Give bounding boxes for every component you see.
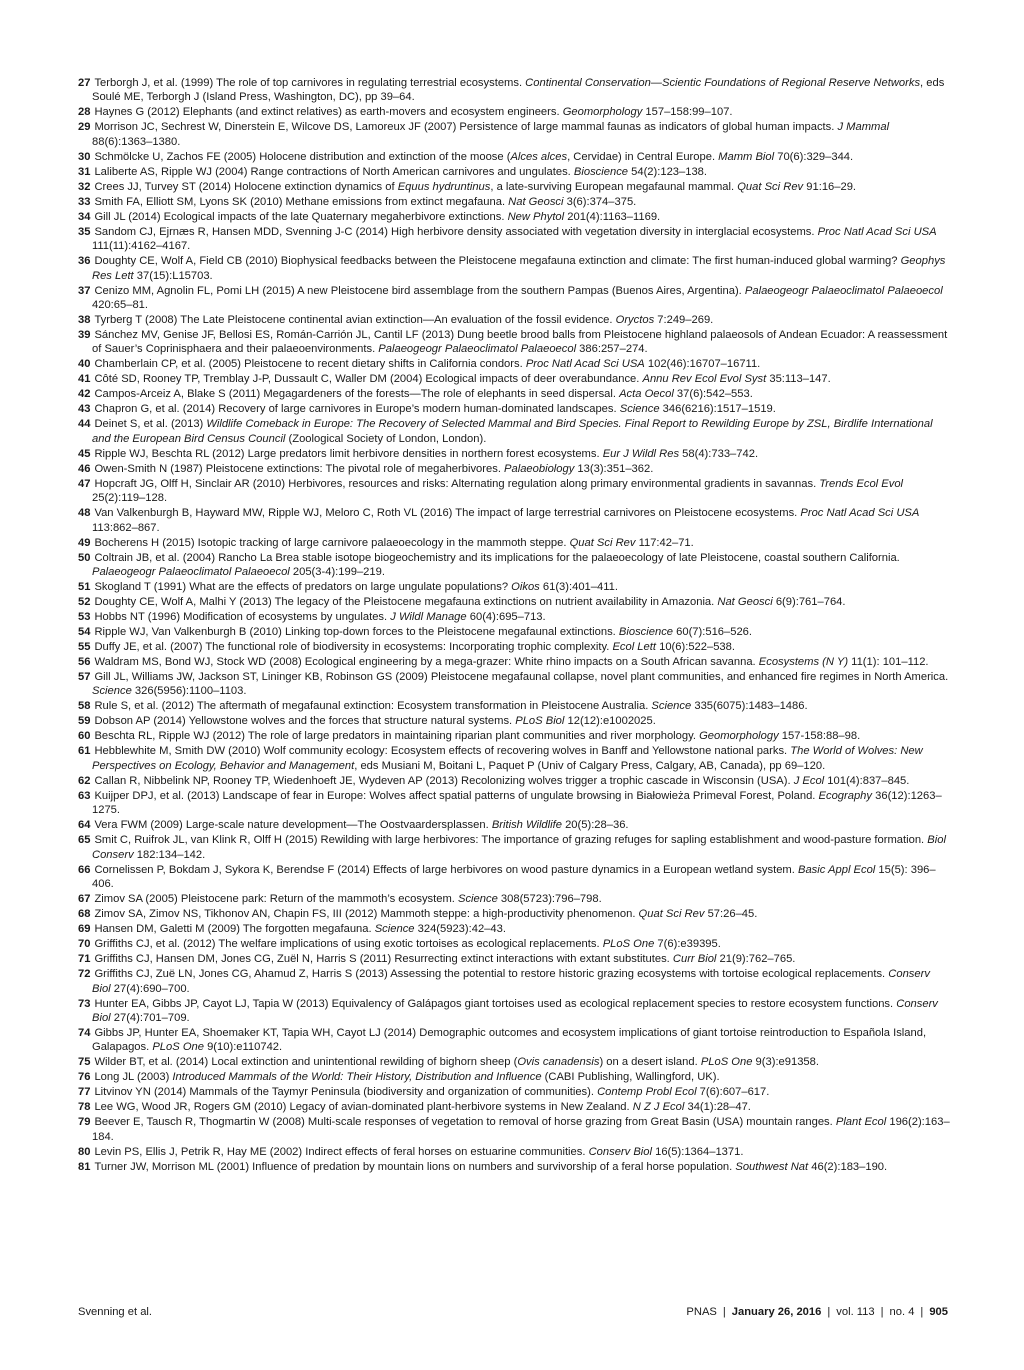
reference-number: 67 bbox=[78, 893, 91, 906]
reference-italic-text: Geomorphology bbox=[562, 106, 643, 119]
reference-text: 157-158:88–98. bbox=[778, 730, 861, 743]
reference-italic-text: Trends Ecol Evol bbox=[819, 477, 904, 490]
reference-item bbox=[78, 952, 950, 966]
reference-text: Vera FWM (2009) Large-scale nature development—The Oostvaardersplassen. bbox=[94, 819, 492, 832]
reference-number: 63 bbox=[78, 789, 91, 802]
reference-italic-text: Wildlife Comeback in Europe: The Recovery of Selected Mammal and Bird Species. Final Report to Rewilding Europe by ZSL, Birdlife International and the European Bird Census Council bbox=[92, 418, 933, 445]
reference-text: Beschta RL, Ripple WJ (2012) The role of large predators in maintaining riparian plant communities and river morphology. bbox=[94, 730, 700, 743]
reference-item bbox=[78, 328, 950, 357]
reference-text: 70(6):329–344. bbox=[774, 150, 854, 163]
reference-item bbox=[78, 744, 950, 773]
reference-text: 113:862–867. bbox=[92, 521, 160, 534]
reference-text: Turner JW, Morrison ML (2001) Influence of predation by mountain lions on numbers and survivorship of a feral horse population. bbox=[94, 1160, 736, 1173]
reference-text: 102(46):16707–16711. bbox=[644, 358, 761, 371]
reference-italic-text: Equus hydruntinus bbox=[397, 180, 491, 193]
reference-italic-text: PLoS One bbox=[152, 1041, 204, 1054]
reference-number: 39 bbox=[78, 329, 91, 342]
reference-item bbox=[78, 284, 950, 313]
reference-text: ) on a desert island. bbox=[599, 1056, 701, 1069]
reference-item bbox=[78, 387, 950, 401]
reference-text: Skogland T (1991) What are the effects of predators on large ungulate populations? bbox=[94, 581, 512, 594]
reference-item bbox=[78, 789, 950, 818]
reference-text: 27(4):701–709. bbox=[110, 1011, 190, 1024]
reference-text: Dobson AP (2014) Yellowstone wolves and the forces that structure natural systems. bbox=[94, 715, 516, 728]
reference-number: 43 bbox=[78, 403, 91, 416]
reference-item bbox=[78, 506, 950, 535]
reference-italic-text: Ovis canadensis bbox=[517, 1056, 600, 1069]
reference-item bbox=[78, 892, 950, 906]
reference-text: Rule S, et al. (2012) The aftermath of megafaunal extinction: Ecosystem transformation in Pleistocene Australia. bbox=[94, 700, 652, 713]
reference-italic-text: Biol Conserv bbox=[92, 834, 946, 861]
reference-text: 16(5):1364–1371. bbox=[652, 1145, 744, 1158]
reference-number: 48 bbox=[78, 507, 91, 520]
reference-number: 47 bbox=[78, 477, 91, 490]
reference-number: 57 bbox=[78, 671, 91, 684]
reference-item bbox=[78, 907, 950, 921]
reference-item bbox=[78, 1085, 950, 1099]
reference-number: 36 bbox=[78, 255, 91, 268]
reference-item bbox=[78, 402, 950, 416]
reference-italic-text: Oikos bbox=[511, 581, 540, 594]
footer-journal: PNAS bbox=[686, 1306, 717, 1318]
reference-item bbox=[78, 1055, 950, 1069]
reference-number: 30 bbox=[78, 150, 91, 163]
reference-number: 28 bbox=[78, 106, 91, 119]
footer-page-number: 905 bbox=[929, 1306, 948, 1318]
reference-item bbox=[78, 76, 950, 105]
reference-text: 27(4):690–700. bbox=[110, 982, 190, 995]
reference-text: , eds Musiani M, Boitani L, Paquet P (Univ of Calgary Press, Calgary, AB, Canada), pp 69–120. bbox=[354, 759, 826, 772]
reference-text: Hopcraft JG, Olff H, Sinclair AR (2010) Herbivores, resources and risks: Alternating regulation along primary environmental gradients in savannas. bbox=[94, 477, 820, 490]
reference-text: Deinet S, et al. (2013) bbox=[94, 418, 207, 431]
reference-number: 79 bbox=[78, 1116, 91, 1129]
reference-italic-text: Science bbox=[92, 685, 132, 698]
reference-text: 13(3):351–362. bbox=[574, 462, 654, 475]
reference-number: 60 bbox=[78, 730, 91, 743]
footer-separator: | bbox=[722, 1306, 726, 1318]
reference-text: Van Valkenburgh B, Hayward MW, Ripple WJ, Meloro C, Roth VL (2016) The impact of large terrestrial carnivores on Pleistocene ecosystems. bbox=[94, 507, 801, 520]
reference-text: 157–158:99–107. bbox=[642, 106, 733, 119]
reference-text: , eds Soulé ME, Terborgh J (Island Press, Washington, DC), pp 39–64. bbox=[92, 77, 945, 104]
reference-number: 76 bbox=[78, 1071, 91, 1084]
reference-text: Gibbs JP, Hunter EA, Shoemaker KT, Tapia WH, Cayot LJ (2014) Demographic outcomes and ecosystem implications of giant tortoise reintroduction to Española Island, Galapagos. bbox=[92, 1026, 927, 1054]
reference-number: 65 bbox=[78, 834, 91, 847]
reference-text: Beever E, Tausch R, Thogmartin W (2008) Multi-scale responses of vegetation to removal of horse grazing from Great Basin (USA) mountain ranges. bbox=[94, 1116, 836, 1129]
reference-text: Ripple WJ, Van Valkenburgh B (2010) Linking top-down forces to the Pleistocene megafaunal extinctions. bbox=[94, 626, 619, 639]
footer-date: January 26, 2016 bbox=[731, 1306, 822, 1318]
reference-text: Sandom CJ, Ejrnæs R, Hansen MDD, Svenning J-C (2014) High herbivore density associated with vegetation diversity in interglacial ecosystems. bbox=[94, 225, 818, 238]
reference-text: Hunter EA, Gibbs JP, Cayot LJ, Tapia W (2013) Equivalency of Galápagos giant tortoises used as ecological replacement species to restore ecosystem functions. bbox=[94, 997, 897, 1010]
reference-item bbox=[78, 357, 950, 371]
reference-text: 11(1): 101–112. bbox=[848, 656, 929, 669]
reference-text: Haynes G (2012) Elephants (and extinct relatives) as earth-movers and ecosystem engineers. bbox=[94, 106, 563, 119]
reference-text: 9(10):e110742. bbox=[203, 1041, 283, 1054]
reference-text: Gill JL (2014) Ecological impacts of the late Quaternary megaherbivore extinctions. bbox=[94, 210, 508, 223]
reference-number: 64 bbox=[78, 819, 91, 832]
reference-number: 73 bbox=[78, 997, 91, 1010]
reference-text: , a late-surviving European megafaunal mammal. bbox=[490, 180, 738, 193]
reference-item bbox=[78, 1160, 950, 1174]
reference-text: 15(5): 396–406. bbox=[92, 863, 936, 891]
reference-item bbox=[78, 1100, 950, 1114]
reference-number: 77 bbox=[78, 1086, 91, 1099]
reference-italic-text: PLoS One bbox=[602, 938, 655, 951]
reference-italic-text: Science bbox=[458, 893, 498, 906]
reference-text: 9(3):e91358. bbox=[752, 1056, 819, 1069]
reference-italic-text: Palaeogeogr Palaeoclimatol Palaeoecol bbox=[378, 343, 577, 356]
reference-text: (Zoological Society of London, London). bbox=[285, 432, 487, 445]
reference-text: Bocherens H (2015) Isotopic tracking of large carnivore palaeoecology in the mammoth steppe. bbox=[94, 536, 570, 549]
reference-item bbox=[78, 937, 950, 951]
reference-text: 34(1):28–47. bbox=[684, 1101, 751, 1114]
reference-item bbox=[78, 1145, 950, 1159]
reference-number: 59 bbox=[78, 715, 91, 728]
reference-text: 346(6216):1517–1519. bbox=[659, 403, 776, 416]
reference-item bbox=[78, 774, 950, 788]
reference-italic-text: Bioscience bbox=[618, 626, 674, 639]
reference-text: 60(7):516–526. bbox=[673, 626, 753, 639]
reference-text: 57:26–45. bbox=[704, 908, 758, 921]
reference-text: 201(4):1163–1169. bbox=[564, 210, 661, 223]
reference-italic-text: J Ecol bbox=[793, 774, 825, 787]
reference-italic-text: Proc Natl Acad Sci USA bbox=[525, 358, 645, 371]
reference-italic-text: Science bbox=[374, 923, 415, 936]
reference-text: Tyrberg T (2008) The Late Pleistocene continental avian extinction—An evaluation of the fossil evidence. bbox=[94, 314, 616, 327]
reference-number: 41 bbox=[78, 373, 91, 386]
reference-number: 29 bbox=[78, 121, 91, 134]
reference-item bbox=[78, 1026, 950, 1055]
reference-italic-text: Introduced Mammals of the World: Their History, Distribution and Influence bbox=[172, 1071, 542, 1084]
reference-text: Kuijper DPJ, et al. (2013) Landscape of fear in Europe: Wolves affect spatial patterns of ungulate browsing in Białowieża Primeval Forest, Poland. bbox=[94, 789, 819, 802]
reference-text: Levin PS, Ellis J, Petrik R, Hay ME (2002) Indirect effects of feral horses on estuarine communities. bbox=[94, 1145, 589, 1158]
reference-number: 46 bbox=[78, 462, 91, 475]
reference-text: 88(6):1363–1380. bbox=[92, 135, 181, 148]
reference-item bbox=[78, 833, 950, 862]
reference-number: 61 bbox=[78, 745, 91, 758]
reference-text: Litvinov YN (2014) Mammals of the Taymyr Peninsula (biodiversity and organization of communities). bbox=[94, 1086, 598, 1099]
footer-volume: vol. 113 bbox=[836, 1306, 875, 1318]
reference-text: Smit C, Ruifrok JL, van Klink R, Olff H (2015) Rewilding with large herbivores: The importance of grazing refuges for sapling establishment and wood-pasture formation. bbox=[94, 834, 928, 847]
reference-italic-text: Curr Biol bbox=[672, 953, 717, 966]
reference-number: 62 bbox=[78, 774, 91, 787]
footer-separator: | bbox=[827, 1306, 831, 1318]
reference-text: Smith FA, Elliott SM, Lyons SK (2010) Methane emissions from extinct megafauna. bbox=[94, 195, 509, 208]
reference-list bbox=[78, 76, 950, 1175]
reference-text: Côté SD, Rooney TP, Tremblay J-P, Dussault C, Waller DM (2004) Ecological impacts of deer overabundance. bbox=[94, 373, 643, 386]
reference-italic-text: Ecosystems (N Y) bbox=[758, 656, 849, 669]
reference-text: 7(6):607–617. bbox=[696, 1086, 770, 1099]
reference-text: Long JL (2003) bbox=[94, 1071, 173, 1084]
reference-item bbox=[78, 372, 950, 386]
reference-item bbox=[78, 120, 950, 149]
reference-text: 205(3-4):199–219. bbox=[289, 566, 385, 579]
reference-text: 420:65–81. bbox=[92, 299, 148, 312]
reference-italic-text: Palaeogeogr Palaeoclimatol Palaeoecol bbox=[744, 284, 943, 297]
reference-number: 32 bbox=[78, 180, 91, 193]
reference-text: 61(3):401–411. bbox=[539, 581, 618, 594]
reference-text: (CABI Publishing, Wallingford, UK). bbox=[541, 1071, 720, 1084]
reference-item bbox=[78, 195, 950, 209]
reference-text: Laliberte AS, Ripple WJ (2004) Range contractions of North American carnivores and ungulates. bbox=[94, 165, 574, 178]
reference-number: 51 bbox=[78, 581, 91, 594]
reference-item bbox=[78, 417, 950, 446]
reference-text: Chamberlain CP, et al. (2005) Pleistocene to recent dietary shifts in California condors. bbox=[94, 358, 526, 371]
reference-text: Waldram MS, Bond WJ, Stock WD (2008) Ecological engineering by a mega-grazer: White rhino impacts on a South African savanna. bbox=[94, 656, 759, 669]
reference-number: 72 bbox=[78, 968, 91, 981]
reference-item bbox=[78, 536, 950, 550]
reference-italic-text: Quat Sci Rev bbox=[569, 536, 636, 549]
reference-item bbox=[78, 477, 950, 506]
reference-italic-text: Conserv Biol bbox=[588, 1145, 652, 1158]
reference-number: 49 bbox=[78, 536, 91, 549]
reference-italic-text: Palaeobiology bbox=[504, 462, 575, 475]
reference-text: Zimov SA (2005) Pleistocene park: Return of the mammoth’s ecosystem. bbox=[94, 893, 458, 906]
reference-text: 54(2):123–138. bbox=[628, 165, 708, 178]
reference-item bbox=[78, 580, 950, 594]
reference-text: , Cervidae) in Central Europe. bbox=[567, 150, 719, 163]
reference-item bbox=[78, 670, 950, 699]
reference-text: 21(9):762–765. bbox=[716, 953, 796, 966]
reference-italic-text: Conserv Biol bbox=[92, 997, 938, 1024]
reference-italic-text: New Phytol bbox=[507, 210, 565, 223]
reference-text: 91:16–29. bbox=[803, 180, 857, 193]
reference-italic-text: Alces alces bbox=[510, 150, 568, 163]
reference-item bbox=[78, 1115, 950, 1144]
footer-separator: | bbox=[920, 1306, 924, 1318]
reference-italic-text: Geophys Res Lett bbox=[92, 255, 946, 282]
reference-item bbox=[78, 863, 950, 892]
reference-italic-text: Continental Conservation—Scientic Foundations of Regional Reserve Networks bbox=[525, 77, 921, 89]
reference-item bbox=[78, 595, 950, 609]
reference-text: 326(5956):1100–1103. bbox=[131, 685, 247, 698]
reference-text: 196(2):163–184. bbox=[92, 1116, 950, 1143]
reference-italic-text: The World of Wolves: New Perspectives on Ecology, Behavior and Management bbox=[92, 745, 923, 772]
page-footer bbox=[78, 1306, 948, 1326]
reference-italic-text: Science bbox=[651, 700, 692, 713]
reference-text: Hebblewhite M, Smith DW (2010) Wolf community ecology: Ecosystem effects of recovering wolves in Banff and Yellowstone national parks. bbox=[94, 745, 791, 758]
reference-text: 36(12):1263–1275. bbox=[92, 789, 942, 817]
reference-item bbox=[78, 997, 950, 1026]
reference-italic-text: Nat Geosci bbox=[508, 195, 564, 208]
footer-authors: Svenning et al. bbox=[78, 1306, 153, 1318]
reference-number: 40 bbox=[78, 358, 91, 371]
reference-number: 53 bbox=[78, 611, 91, 624]
reference-text: 111(11):4162–4167. bbox=[92, 240, 191, 253]
reference-text: Lee WG, Wood JR, Rogers GM (2010) Legacy of avian-dominated plant-herbivore systems in New Zealand. bbox=[94, 1101, 633, 1114]
reference-number: 80 bbox=[78, 1145, 91, 1158]
reference-text: Coltrain JB, et al. (2004) Rancho La Brea stable isotope biogeochemistry and its implications for the palaeoecology of late Pleistocene, coastal southern California. bbox=[94, 551, 900, 564]
reference-text: 12(12):e1002025. bbox=[564, 715, 656, 728]
reference-number: 55 bbox=[78, 641, 91, 654]
reference-text: 117:42–71. bbox=[635, 536, 694, 549]
reference-number: 75 bbox=[78, 1056, 91, 1069]
reference-item bbox=[78, 165, 950, 179]
reference-text: Callan R, Nibbelink NP, Rooney TP, Wiedenhoeft JE, Wydeven AP (2013) Recolonizing wolves trigger a trophic cascade in Wisconsin (USA). bbox=[94, 774, 794, 787]
reference-italic-text: Geomorphology bbox=[699, 730, 779, 743]
reference-italic-text: Science bbox=[619, 403, 660, 416]
reference-item bbox=[78, 699, 950, 713]
reference-italic-text: Eur J Wildl Res bbox=[602, 447, 680, 460]
reference-number: 56 bbox=[78, 656, 91, 669]
reference-text: Schmölcke U, Zachos FE (2005) Holocene distribution and extinction of the moose ( bbox=[94, 150, 511, 163]
reference-text: 7(6):e39395. bbox=[654, 938, 721, 951]
reference-number: 31 bbox=[78, 165, 91, 178]
reference-number: 66 bbox=[78, 863, 91, 876]
reference-italic-text: Proc Natl Acad Sci USA bbox=[800, 507, 920, 520]
reference-number: 71 bbox=[78, 953, 91, 966]
reference-number: 74 bbox=[78, 1026, 91, 1039]
reference-item bbox=[78, 551, 950, 580]
reference-italic-text: N Z J Ecol bbox=[632, 1101, 685, 1114]
reference-number: 42 bbox=[78, 388, 91, 401]
reference-italic-text: Proc Natl Acad Sci USA bbox=[817, 225, 937, 238]
reference-italic-text: Nat Geosci bbox=[717, 596, 773, 609]
reference-number: 81 bbox=[78, 1160, 91, 1173]
reference-text: 386:257–274. bbox=[576, 343, 648, 356]
reference-italic-text: Basic Appl Ecol bbox=[797, 863, 876, 876]
reference-italic-text: Ecol Lett bbox=[612, 641, 656, 654]
reference-text: Owen-Smith N (1987) Pleistocene extinctions: The pivotal role of megaherbivores. bbox=[94, 462, 505, 475]
reference-number: 68 bbox=[78, 908, 91, 921]
reference-text: 20(5):28–36. bbox=[561, 819, 629, 832]
reference-number: 37 bbox=[78, 284, 91, 297]
reference-number: 69 bbox=[78, 923, 91, 936]
reference-text: 35:113–147. bbox=[766, 373, 831, 386]
reference-text: 335(6075):1483–1486. bbox=[691, 700, 808, 713]
reference-text: 101(4):837–845. bbox=[824, 774, 910, 787]
reference-text: Sánchez MV, Genise JF, Bellosi ES, Román-Carrión JL, Cantil LF (2013) Dung beetle brood balls from Pleistocene highland palaeosols of Andean Ecuador: A reassessment of Sauer’s Coprinisphaera and their palaeoenvironments. bbox=[92, 329, 948, 356]
reference-text: Wilder BT, et al. (2014) Local extinction and unintentional rewilding of bighorn sheep ( bbox=[94, 1056, 518, 1069]
reference-italic-text: Quat Sci Rev bbox=[638, 908, 705, 921]
reference-number: 38 bbox=[78, 314, 91, 327]
reference-number: 50 bbox=[78, 551, 91, 564]
reference-item bbox=[78, 105, 950, 119]
reference-number: 44 bbox=[78, 418, 91, 431]
reference-text: Griffiths CJ, Zuë LN, Jones CG, Ahamud Z, Harris S (2013) Assessing the potential to restore historic grazing ecosystems with tortoise ecological replacements. bbox=[94, 968, 889, 981]
reference-italic-text: J Wildl Manage bbox=[390, 611, 467, 624]
reference-italic-text: Palaeogeogr Palaeoclimatol Palaeoecol bbox=[92, 566, 290, 579]
reference-item bbox=[78, 729, 950, 743]
reference-number: 78 bbox=[78, 1101, 91, 1114]
reference-italic-text: Quat Sci Rev bbox=[737, 180, 804, 193]
reference-text: Doughty CE, Wolf A, Field CB (2010) Biophysical feedbacks between the Pleistocene megafauna extinction and climate: The first human-induced global warming? bbox=[94, 255, 901, 268]
reference-number: 54 bbox=[78, 626, 91, 639]
reference-text: 60(4):695–713. bbox=[466, 611, 546, 624]
reference-text: 6(9):761–764. bbox=[772, 596, 846, 609]
reference-text: 324(5923):42–43. bbox=[414, 923, 506, 936]
reference-text: 58(4):733–742. bbox=[679, 447, 759, 460]
reference-italic-text: J Mammal bbox=[837, 121, 890, 134]
footer-separator: | bbox=[880, 1306, 884, 1318]
footer-citation bbox=[686, 1306, 948, 1318]
reference-number: 52 bbox=[78, 596, 91, 609]
reference-text: Griffiths CJ, et al. (2012) The welfare implications of using exotic tortoises as ecological replacements. bbox=[94, 938, 603, 951]
reference-text: Chapron G, et al. (2014) Recovery of large carnivores in Europe’s modern human-dominated landscapes. bbox=[94, 403, 620, 416]
reference-item bbox=[78, 462, 950, 476]
reference-text: 46(2):183–190. bbox=[808, 1160, 888, 1173]
reference-number: 35 bbox=[78, 225, 91, 238]
reference-text: Ripple WJ, Beschta RL (2012) Large predators limit herbivore densities in northern forest ecosystems. bbox=[94, 447, 603, 460]
reference-number: 34 bbox=[78, 210, 91, 223]
reference-text: 308(5723):796–798. bbox=[497, 893, 602, 906]
reference-item bbox=[78, 254, 950, 283]
reference-item bbox=[78, 818, 950, 832]
reference-italic-text: Bioscience bbox=[573, 165, 629, 178]
reference-text: 3(6):374–375. bbox=[563, 195, 637, 208]
reference-italic-text: PLoS Biol bbox=[515, 715, 565, 728]
reference-text: 10(6):522–538. bbox=[655, 641, 735, 654]
reference-text: Campos-Arceiz A, Blake S (2011) Megagardeners of the forests—The role of elephants in seed dispersal. bbox=[94, 388, 620, 401]
reference-text: 182:134–142. bbox=[133, 848, 206, 861]
reference-number: 58 bbox=[78, 700, 91, 713]
reference-italic-text: British Wildlife bbox=[491, 819, 562, 832]
reference-item bbox=[78, 714, 950, 728]
reference-number: 33 bbox=[78, 195, 91, 208]
reference-text: Doughty CE, Wolf A, Malhi Y (2013) The legacy of the Pleistocene megafauna extinctions on nutrient availability in Amazonia. bbox=[94, 596, 718, 609]
reference-item bbox=[78, 313, 950, 327]
reference-number: 27 bbox=[78, 77, 91, 89]
reference-text: Duffy JE, et al. (2007) The functional role of biodiversity in ecosystems: Incorporating trophic complexity. bbox=[94, 641, 613, 654]
reference-text: 7:249–269. bbox=[654, 314, 714, 327]
reference-item bbox=[78, 150, 950, 164]
reference-item bbox=[78, 1070, 950, 1084]
reference-number: 45 bbox=[78, 447, 91, 460]
reference-item bbox=[78, 610, 950, 624]
reference-text: Hansen DM, Galetti M (2009) The forgotten megafauna. bbox=[94, 923, 375, 936]
reference-italic-text: Mamm Biol bbox=[718, 150, 775, 163]
reference-item bbox=[78, 967, 950, 996]
reference-item bbox=[78, 640, 950, 654]
reference-italic-text: Plant Ecol bbox=[835, 1116, 887, 1129]
reference-italic-text: Contemp Probl Ecol bbox=[597, 1086, 697, 1099]
reference-text: Hobbs NT (1996) Modification of ecosystems by ungulates. bbox=[94, 611, 391, 624]
reference-italic-text: Ecography bbox=[818, 789, 873, 802]
reference-italic-text: Acta Oecol bbox=[619, 388, 674, 401]
reference-item bbox=[78, 210, 950, 224]
reference-item bbox=[78, 180, 950, 194]
reference-text: 25(2):119–128. bbox=[92, 492, 168, 505]
reference-italic-text: Annu Rev Ecol Evol Syst bbox=[642, 373, 767, 386]
footer-issue: no. 4 bbox=[889, 1306, 915, 1318]
reference-number: 70 bbox=[78, 938, 91, 951]
reference-text: Griffiths CJ, Hansen DM, Jones CG, Zuël N, Harris S (2011) Resurrecting extinct interactions with extant substitutes. bbox=[94, 953, 673, 966]
reference-item bbox=[78, 225, 950, 254]
reference-text: Cornelissen P, Bokdam J, Sykora K, Berendse F (2014) Effects of large herbivores on wood pasture dynamics in a European wetland system. bbox=[94, 863, 798, 876]
reference-italic-text: Southwest Nat bbox=[735, 1160, 809, 1173]
reference-item bbox=[78, 625, 950, 639]
reference-text: Terborgh J, et al. (1999) The role of top carnivores in regulating terrestrial ecosystems. bbox=[94, 77, 526, 89]
reference-text: Zimov SA, Zimov NS, Tikhonov AN, Chapin FS, III (2012) Mammoth steppe: a high-productivity phenomenon. bbox=[94, 908, 639, 921]
reference-text: 37(6):542–553. bbox=[673, 388, 753, 401]
reference-text: Crees JJ, Turvey ST (2014) Holocene extinction dynamics of bbox=[94, 180, 398, 193]
reference-text: Cenizo MM, Agnolin FL, Pomi LH (2015) A new Pleistocene bird assemblage from the southern Pampas (Buenos Aires, Argentina). bbox=[94, 284, 745, 297]
reference-italic-text: Oryctos bbox=[615, 314, 655, 327]
reference-text: 37(15):L15703. bbox=[133, 269, 213, 282]
reference-item bbox=[78, 922, 950, 936]
reference-item bbox=[78, 447, 950, 461]
reference-italic-text: Conserv Biol bbox=[92, 968, 930, 995]
reference-text: Gill JL, Williams JW, Jackson ST, Lininger KB, Robinson GS (2009) Pleistocene megafaunal collapse, novel plant communities, and enhanced fire regimes in North America. bbox=[94, 671, 949, 684]
reference-text: Morrison JC, Sechrest W, Dinerstein E, Wilcove DS, Lamoreux JF (2007) Persistence of large mammal faunas as indicators of global human impacts. bbox=[94, 121, 838, 134]
reference-item bbox=[78, 655, 950, 669]
reference-italic-text: PLoS One bbox=[700, 1056, 753, 1069]
